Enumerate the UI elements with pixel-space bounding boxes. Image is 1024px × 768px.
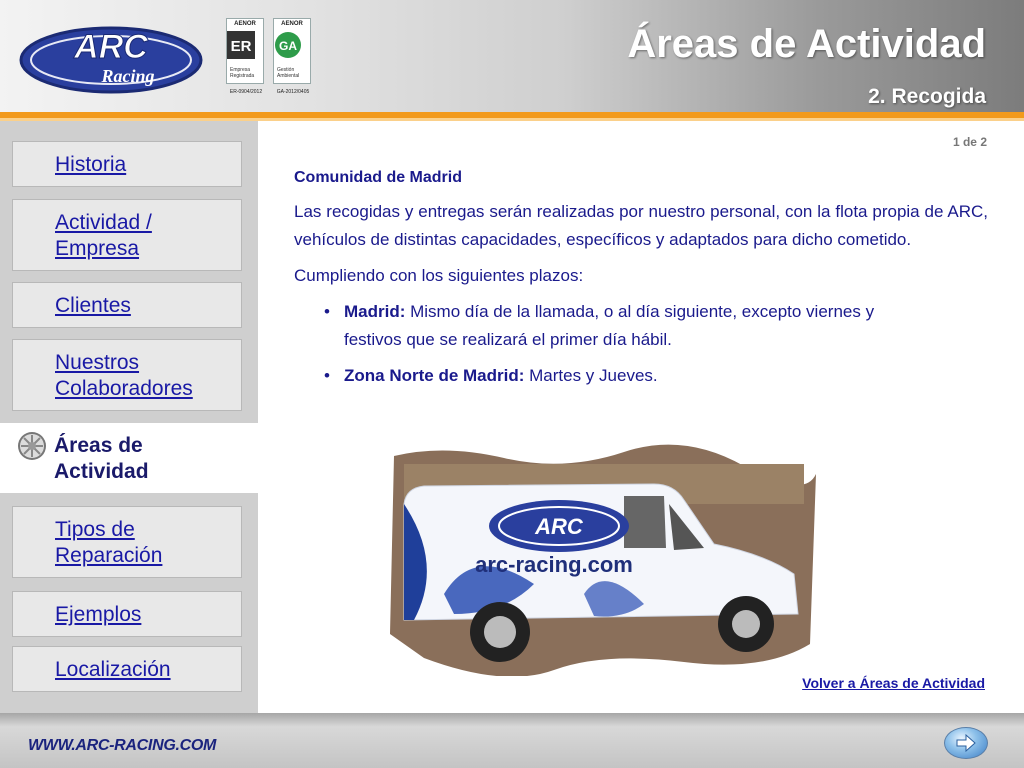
cert-code: GA-2012/0405 (276, 89, 310, 95)
page-title: Áreas de Actividad (627, 22, 986, 66)
list-item-text: Martes y Jueves. (524, 366, 658, 385)
page-counter: 1 de 2 (952, 135, 987, 149)
footer-url[interactable]: WWW.ARC-RACING.COM (28, 737, 217, 754)
section-heading: Comunidad de Madrid (294, 169, 462, 186)
van-website-text: arc-racing.com (475, 552, 633, 577)
sidebar-item-label[interactable]: Clientes (55, 294, 131, 317)
arrow-right-icon (955, 734, 977, 752)
cert-brand: AENOR (234, 21, 256, 27)
svg-text:ER: ER (230, 38, 252, 55)
aenor-er-certificate (226, 18, 264, 95)
er-mark-icon (227, 31, 255, 59)
list-item-label: Madrid: (344, 302, 406, 321)
aenor-ga-certificate (273, 18, 311, 95)
cert-label: Gestión Ambiental (277, 67, 300, 79)
sidebar-item-tipos-reparacion[interactable] (12, 506, 242, 578)
sidebar-nav (0, 121, 258, 713)
sidebar-item-historia[interactable] (12, 141, 242, 187)
sidebar-item-localizacion[interactable] (12, 646, 242, 692)
page-subtitle: 2. Recogida (868, 85, 986, 108)
wheel-rim-icon (17, 431, 47, 461)
sidebar-item-areas-actividad[interactable] (0, 423, 258, 493)
svg-text:Racing: Racing (101, 66, 155, 86)
svg-text:ARC: ARC (535, 514, 583, 539)
van-photo (384, 444, 824, 676)
cert-brand: AENOR (281, 21, 303, 27)
sidebar-item-colaboradores[interactable] (12, 339, 242, 411)
back-to-areas-link[interactable]: Volver a Áreas de Actividad (802, 675, 985, 691)
list-item (344, 362, 884, 390)
paragraph: Cumpliendo con los siguientes plazos: (294, 266, 584, 285)
sidebar-item-actividad-empresa[interactable] (12, 199, 242, 271)
sidebar-item-label[interactable]: Tipos de Reparación (55, 518, 163, 567)
sidebar-item-clientes[interactable] (12, 282, 242, 328)
sidebar-item-label[interactable]: Nuestros Colaboradores (55, 351, 193, 400)
list-item-label: Zona Norte de Madrid: (344, 366, 525, 385)
list-item-text: Mismo día de la llamada, o al día siguiente, excepto viernes y festivos que se realizará el primer día hábil. (344, 302, 875, 349)
sidebar-item-label[interactable]: Actividad / Empresa (55, 211, 152, 260)
sidebar-item-label[interactable]: Ejemplos (55, 603, 142, 626)
sidebar-item-label[interactable]: Localización (55, 658, 171, 681)
main-content (294, 164, 988, 398)
svg-text:ARC: ARC (74, 28, 148, 66)
sidebar-item-ejemplos[interactable] (12, 591, 242, 637)
sidebar-item-label[interactable]: Historia (55, 153, 127, 176)
sidebar-item-label: Áreas de Actividad (54, 434, 149, 483)
arc-racing-logo (16, 16, 206, 100)
svg-text:GA: GA (279, 39, 297, 53)
deadline-list (294, 298, 988, 390)
ga-mark-icon (274, 31, 302, 59)
footer-bar (0, 713, 1024, 768)
cert-code: ER-0904/2012 (229, 89, 263, 95)
next-page-button[interactable] (944, 727, 988, 759)
cert-label: Empresa Registrada (230, 67, 255, 79)
paragraph: Las recogidas y entregas serán realizadas por nuestro personal, con la flota propia de ARC, vehículos de distintas capacidades, específicos y adaptados para dicho cometido. (294, 202, 988, 249)
header-bar (0, 0, 1024, 114)
list-item (344, 298, 884, 354)
